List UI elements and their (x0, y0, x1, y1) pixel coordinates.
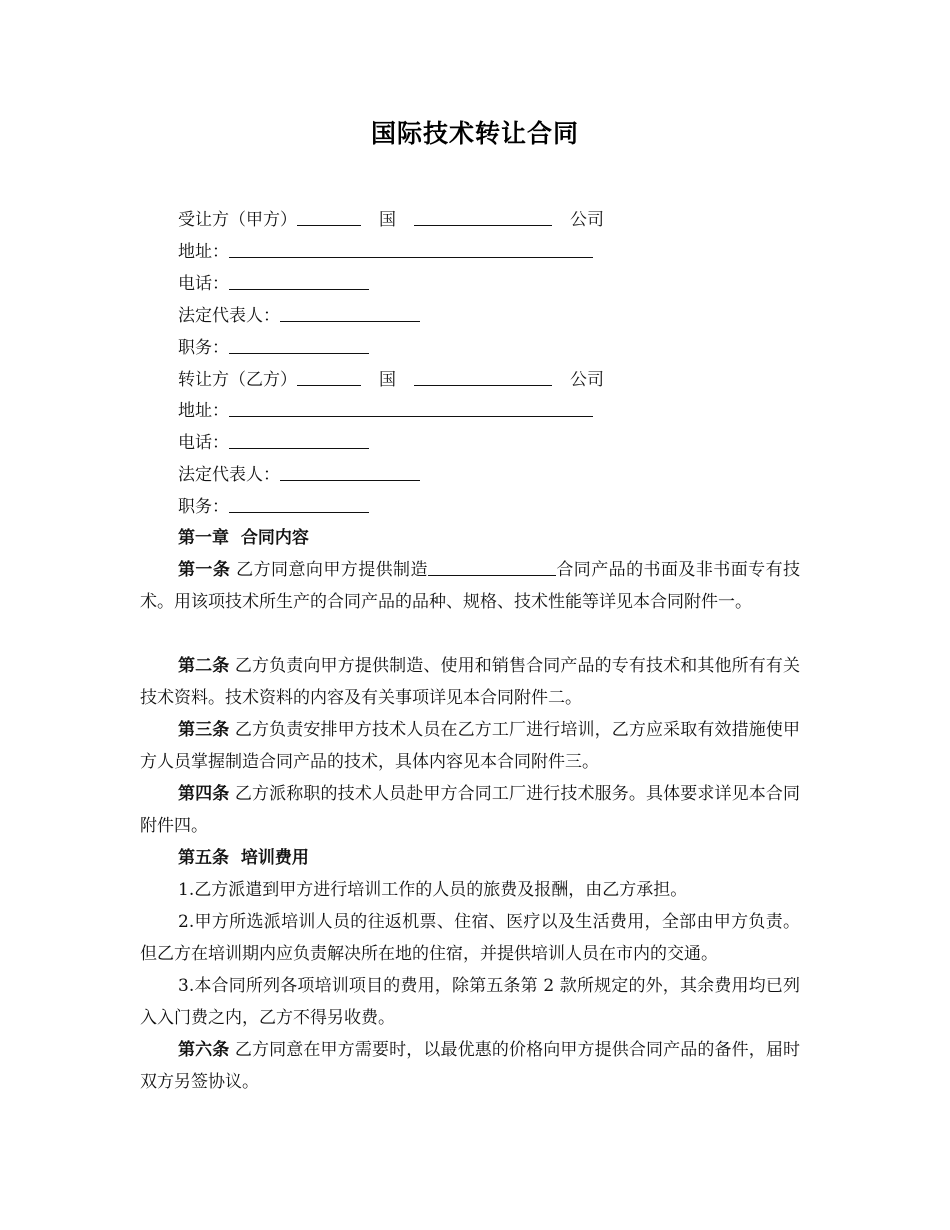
article-6-text: 乙方同意在甲方需要时，以最优惠的价格向甲方提供合同产品的备件，届时双方另签协议。 (140, 1040, 801, 1092)
article-3 (140, 714, 800, 778)
party-b-representative-blank (280, 462, 420, 481)
party-a-position-line (178, 335, 369, 359)
article-4-label: 第四条 (178, 784, 230, 804)
party-b-role-label: 转让方（乙方） (178, 370, 297, 390)
party-b-representative-line (178, 462, 420, 486)
document-title: 国际技术转让合同 (370, 119, 579, 148)
party-b-name-line (178, 367, 604, 391)
party-b-address-label: 地址： (178, 401, 229, 421)
party-a-address-blank (229, 239, 593, 258)
article-3-label: 第三条 (178, 720, 230, 740)
article-1-text-b: 合同产品的书面及非书面专有技术。用该项技术所生产的合同产品的品种、规格、技术性能等详见本合同附件一。 (140, 560, 801, 612)
article-3-text: 乙方负责安排甲方技术人员在乙方工厂进行培训，乙方应采取有效措施使甲方人员掌握制造合同产品的技术，具体内容见本合同附件三。 (140, 720, 801, 772)
party-b-position-label: 职务： (178, 497, 229, 517)
article-6 (140, 1034, 800, 1098)
party-a-phone-blank (229, 271, 369, 290)
party-b-position-line (178, 494, 369, 518)
party-a-phone-line (178, 271, 369, 295)
party-b-position-blank (229, 494, 369, 513)
article-5-item-1: 1.乙方派遣到甲方进行培训工作的人员的旅费及报酬，由乙方承担。 (178, 880, 688, 900)
party-b-phone-line (178, 430, 369, 454)
party-a-company-label: 公司 (570, 210, 604, 230)
article-1-product-blank (428, 557, 556, 576)
party-b-company-label: 公司 (570, 370, 604, 390)
party-a-representative-blank (280, 303, 420, 322)
chapter-1-heading: 第一章 合同内容 (178, 528, 309, 548)
party-a-representative-label: 法定代表人： (178, 306, 280, 326)
party-b-company-blank (414, 367, 552, 386)
party-a-position-blank (229, 335, 369, 354)
article-2 (140, 650, 800, 714)
article-4 (140, 778, 800, 842)
party-a-address-label: 地址： (178, 242, 229, 262)
party-a-country-blank (297, 207, 361, 226)
article-1 (140, 554, 800, 618)
article-5-item-3: 3.本合同所列各项培训项目的费用，除第五条第 2 款所规定的外，其余费用均已列入入门费之内，乙方不得另收费。 (140, 976, 800, 1028)
article-5-heading: 第五条 培训费用 (178, 848, 309, 868)
party-b-address-line (178, 398, 593, 422)
party-b-phone-blank (229, 430, 369, 449)
party-a-country-label: 国 (379, 210, 396, 230)
party-a-role-label: 受让方（甲方） (178, 210, 297, 230)
party-b-country-label: 国 (379, 370, 396, 390)
party-a-position-label: 职务： (178, 338, 229, 358)
party-b-representative-label: 法定代表人： (178, 465, 280, 485)
article-2-label: 第二条 (178, 656, 230, 676)
party-a-company-blank (414, 207, 552, 226)
article-5-item-2: 2.甲方所选派培训人员的往返机票、住宿、医疗以及生活费用，全部由甲方负责。但乙方在培训期内应负责解决所在地的住宿，并提供培训人员在市内的交通。 (140, 912, 800, 964)
party-a-name-line (178, 207, 604, 231)
party-b-country-blank (297, 367, 361, 386)
party-b-phone-label: 电话： (178, 433, 229, 453)
party-a-phone-label: 电话： (178, 274, 229, 294)
article-4-text: 乙方派称职的技术人员赴甲方合同工厂进行技术服务。具体要求详见本合同附件四。 (140, 784, 801, 836)
article-6-label: 第六条 (178, 1040, 230, 1060)
party-b-address-blank (229, 398, 593, 417)
article-1-label: 第一条 (178, 560, 231, 580)
party-a-representative-line (178, 303, 420, 327)
party-a-address-line (178, 239, 593, 263)
article-2-text: 乙方负责向甲方提供制造、使用和销售合同产品的专有技术和其他所有有关技术资料。技术资料的内容及有关事项详见本合同附件二。 (140, 656, 801, 708)
article-1-text-a: 乙方同意向甲方提供制造 (230, 560, 428, 580)
